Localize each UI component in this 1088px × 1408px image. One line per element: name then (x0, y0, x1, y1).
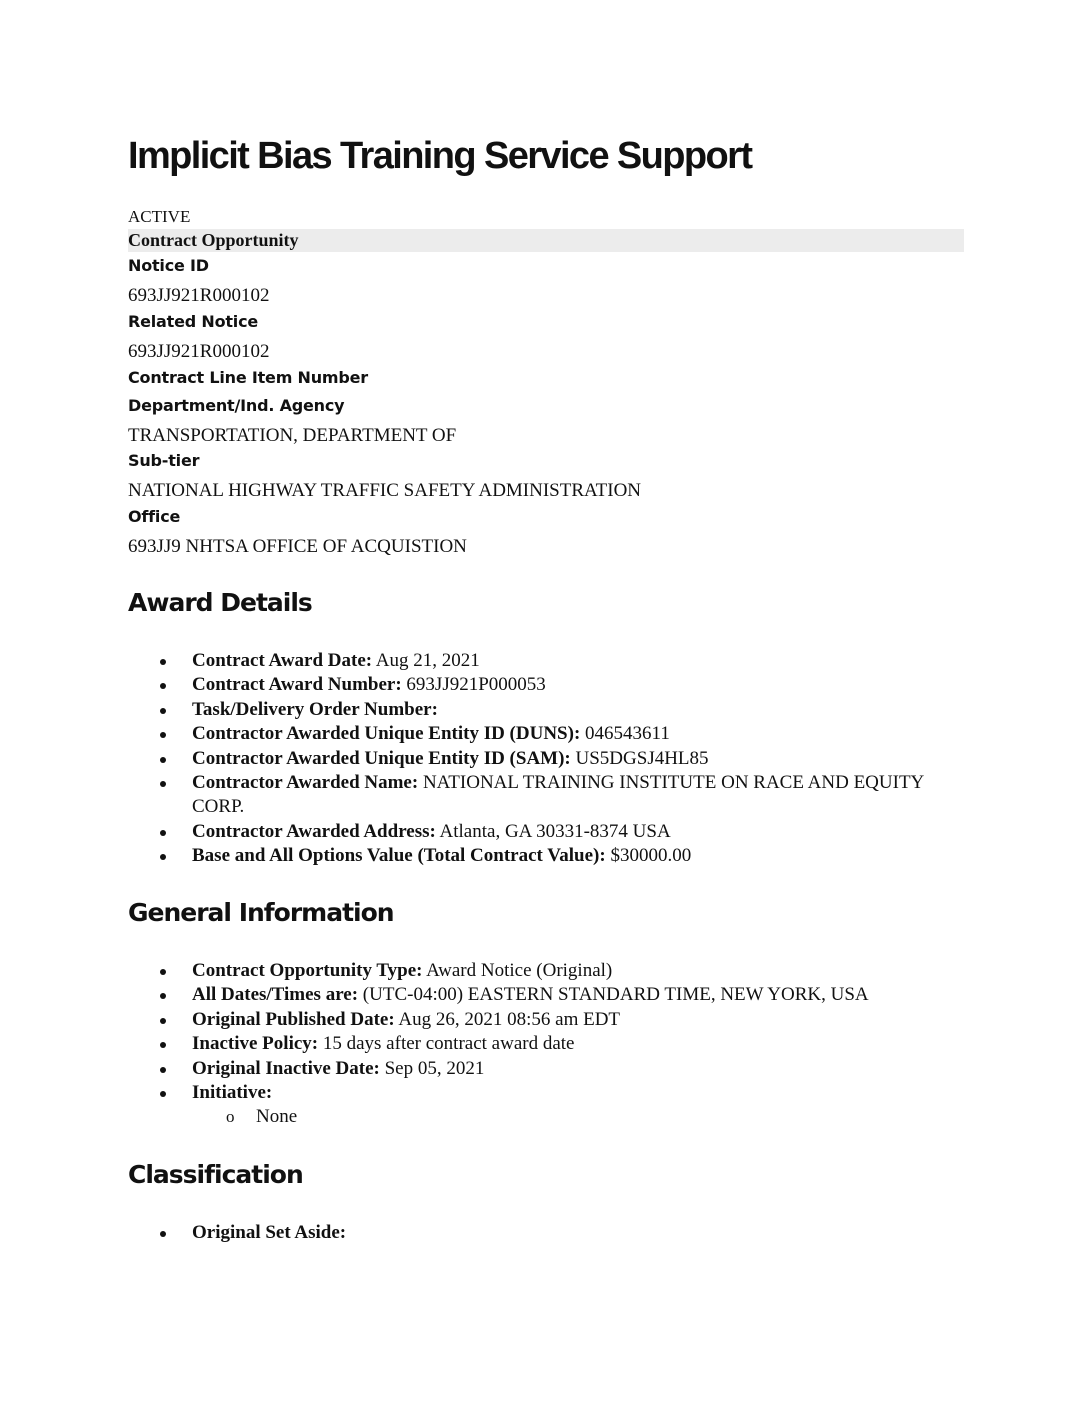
bullet-icon (160, 1231, 166, 1237)
list-item: Contract Award Date: Aug 21, 2021 (128, 649, 964, 673)
list-item: Initiative: o None (128, 1081, 964, 1130)
list-item: Contractor Awarded Address: Atlanta, GA 30331-8374 USA (128, 820, 964, 844)
related-notice-label: Related Notice (128, 312, 259, 331)
list-item: Task/Delivery Order Number: (128, 698, 964, 722)
bullet-icon (160, 683, 166, 689)
general-information-list (128, 959, 964, 1130)
general-information-heading: General Information (128, 898, 394, 927)
classification-heading: Classification (128, 1160, 303, 1189)
bullet-icon (160, 993, 166, 999)
bullet-icon (160, 781, 166, 787)
initiative-sublist (192, 1105, 964, 1129)
bullet-icon (160, 1067, 166, 1073)
bullet-icon (160, 1018, 166, 1024)
bullet-icon (160, 830, 166, 836)
bullet-icon (160, 732, 166, 738)
list-item: o None (192, 1105, 964, 1129)
bullet-icon (160, 708, 166, 714)
list-item: All Dates/Times are: (UTC-04:00) EASTERN STANDARD TIME, NEW YORK, USA (128, 983, 964, 1007)
subtier-label: Sub-tier (128, 451, 200, 470)
list-item: Original Inactive Date: Sep 05, 2021 (128, 1057, 964, 1081)
list-item: Contractor Awarded Unique Entity ID (SAM): US5DGSJ4HL85 (128, 747, 964, 771)
list-item: Contract Award Number: 693JJ921P000053 (128, 673, 964, 697)
award-details-list (128, 649, 964, 869)
clin-label: Contract Line Item Number (128, 368, 369, 387)
bullet-icon (160, 659, 166, 665)
list-item: Inactive Policy: 15 days after contract award date (128, 1032, 964, 1056)
department-label: Department/Ind. Agency (128, 396, 345, 415)
status-badge: ACTIVE (128, 207, 191, 226)
office-label: Office (128, 507, 181, 526)
bullet-icon (160, 854, 166, 860)
bullet-icon (160, 757, 166, 763)
bullet-icon (160, 969, 166, 975)
notice-id-label: Notice ID (128, 256, 209, 275)
notice-type-label: Contract Opportunity (128, 230, 299, 250)
list-item: Contractor Awarded Name: NATIONAL TRAINING INSTITUTE ON RACE AND EQUITY CORP. (128, 771, 964, 820)
bullet-icon (160, 1042, 166, 1048)
list-item: Original Set Aside: (128, 1221, 964, 1245)
bullet-icon (160, 1091, 166, 1097)
office-value: 693JJ9 NHTSA OFFICE OF ACQUISTION (128, 536, 467, 557)
list-item: Original Published Date: Aug 26, 2021 08:56 am EDT (128, 1008, 964, 1032)
list-item: Contractor Awarded Unique Entity ID (DUNS): 046543611 (128, 722, 964, 746)
classification-list (128, 1221, 964, 1245)
department-value: TRANSPORTATION, DEPARTMENT OF (128, 425, 457, 446)
notice-id-value: 693JJ921R000102 (128, 285, 270, 306)
subtier-value: NATIONAL HIGHWAY TRAFFIC SAFETY ADMINISTRATION (128, 480, 642, 501)
page-title: Implicit Bias Training Service Support (128, 135, 752, 177)
related-notice-value: 693JJ921R000102 (128, 341, 270, 362)
circle-bullet-icon: o (226, 1107, 235, 1127)
list-item: Base and All Options Value (Total Contract Value): $30000.00 (128, 844, 964, 868)
award-details-heading: Award Details (128, 588, 312, 617)
list-item: Contract Opportunity Type: Award Notice (Original) (128, 959, 964, 983)
